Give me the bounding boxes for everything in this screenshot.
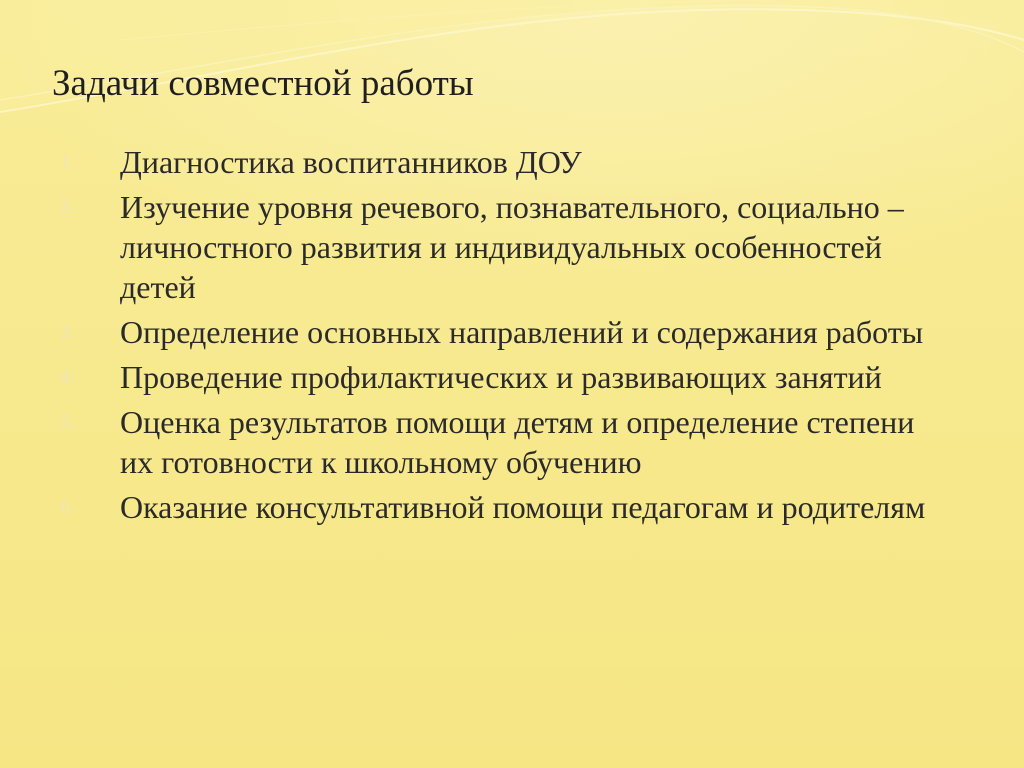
task-list [60, 142, 960, 532]
list-item [60, 142, 960, 182]
list-item-number: 6. [60, 496, 75, 518]
list-item [60, 187, 960, 307]
list-item-number: 3. [60, 321, 75, 343]
list-item [60, 357, 960, 397]
list-item [60, 487, 960, 527]
list-item-text: Диагностика воспитанников ДОУ [120, 144, 582, 180]
list-item-text: Изучение уровня речевого, познавательного, социально – личностного развития и индивидуальных особенностей детей [120, 189, 904, 305]
list-item-number: 1. [60, 151, 75, 173]
slide-title: Задачи совместной работы [52, 63, 474, 104]
list-item-number: 4. [60, 366, 75, 388]
list-item-text: Оказание консультативной помощи педагогам и родителям [120, 489, 926, 525]
list-item [60, 402, 960, 482]
list-item-text: Проведение профилактических и развивающих занятий [120, 359, 882, 395]
list-item-text: Оценка результатов помощи детям и определение степени их готовности к школьному обучению [120, 404, 915, 480]
list-item-text: Определение основных направлений и содержания работы [120, 314, 924, 350]
list-item-number: 2. [60, 196, 75, 218]
list-item-number: 5. [60, 411, 75, 433]
list-item [60, 312, 960, 352]
